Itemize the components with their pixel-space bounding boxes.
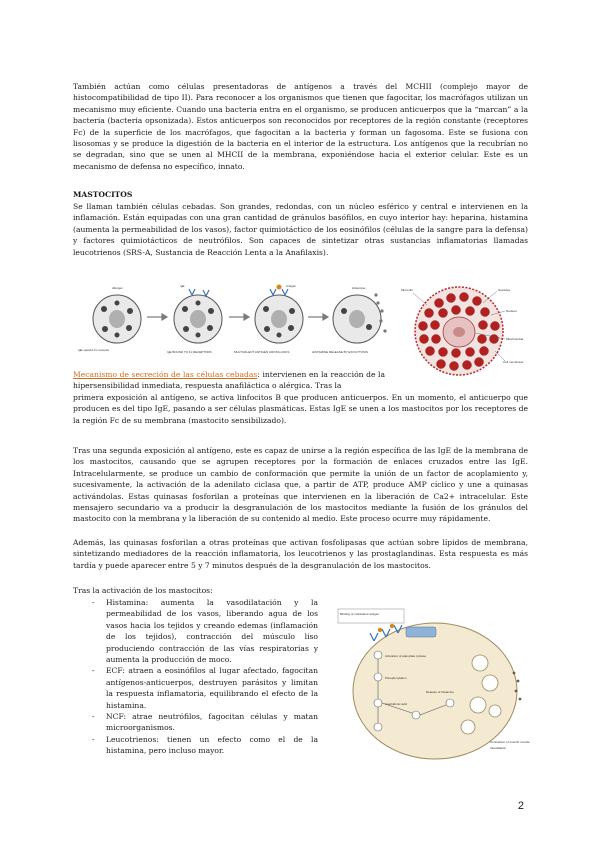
fig3-label-histamine-release: Release of histamine bbox=[426, 690, 455, 694]
fig2-label-mitochondria: Mitochondria bbox=[506, 337, 524, 341]
paragraph-second-exposure: Tras una segunda exposición al antígeno, este es capaz de unirse a la región específica de las IgE de la membrana de los mastocitos, causando que se agrupen receptores por la formación de enlaces cruzados entre las IgE. Intracelularmente, se produce un cambio de conformación que permite la unión de un factor de acoplamiento y, sucesivamente, la activación de la adenilato ciclasa que, a partir de ATP, produce AMP cíclico y une a quinasas activándolas. Estas quinasas fosforilan a proteínas que intervienen en la liberación de Ca2+ intracelular. Este mensajero secundario va a producir la desgranulación de los mastocitos mediante la fusión de los gránulos del mastocito con la membrana y la liberación de su contenido al medio. Este proceso ocurre muy rápidamente. bbox=[73, 446, 528, 524]
fig1-label-histamine: Histamine bbox=[352, 286, 366, 290]
cell-stage-1 bbox=[93, 295, 141, 343]
secretion-text-a: : intervienen en la reacción de la hipersensibilidad inmediata, respuesta anafiláctica o alérgica. Tras la bbox=[73, 370, 385, 391]
fig1-label-allergen: Allergen bbox=[112, 286, 124, 290]
figure-mast-cell-illustration bbox=[399, 281, 527, 381]
fig1-label-crosslink: MULTIVALENT ANTIGEN CROSS-LINKS bbox=[234, 350, 290, 354]
fig2-label-nucleus: Nucleus bbox=[506, 309, 517, 313]
fig2-label-microvilli: Microvilli bbox=[401, 288, 413, 292]
fig3-label-vasodilation: Vasodilation bbox=[490, 746, 507, 750]
list-item-histamina: - Histamina: aumenta la vasodilatación y la permeabilidad de los vasos, liberando agua de los vasos hacia los tejidos y creando edemas (inflamación de los tejidos), contracción del músculo liso produciendo contracción de las vías respiratorias y aumenta la producción de moco. bbox=[92, 597, 318, 665]
fig1-label-bound: IgE BOUND TO Fc RECEPTORS bbox=[167, 350, 212, 354]
fig3-label-arachidonic: Arachidonic acid bbox=[385, 702, 408, 706]
fig2-label-membrane: Cell membrane bbox=[503, 360, 524, 364]
page-number: 2 bbox=[517, 800, 524, 812]
paragraph-after-activation: Tras la activación de los mastocitos: bbox=[73, 586, 213, 595]
list-item-leucotrienos: - Leucotrienos: tienen un efecto como el de la histamina, pero incluso mayor. bbox=[92, 734, 318, 757]
fig1-label-release: HISTAMINE RELEASE BY EXOCYTOSIS bbox=[312, 350, 368, 354]
paragraph-secretion-continued: primera exposición al antígeno, se activa linfocitos B que producen anticuerpos. En un momento, el anticuerpo que producen es del tipo IgE, pasando a ser células plasmáticas. Estas IgE se unen a los mastocitos por los receptores de la región Fc de su membrana (mastocito sensibilizado). bbox=[73, 393, 528, 425]
fig2-label-granules: Granules bbox=[498, 288, 511, 292]
list-item-ncf: - NCF: atrae neutrófilos, fagocitan células y matan microorganismos. bbox=[92, 711, 318, 734]
link-secretion-mechanism[interactable]: Mecanismo de secreción de las células cebadas bbox=[73, 370, 258, 379]
paragraph-kinases: Además, las quinasas fosforilan a otras proteínas que activan fosfolipasas que actúan sobre lípidos de membrana, sintetizando mediadores de la reacción inflamatoria, los leucotrienos y las prostaglandinas. Esta respuesta es más tardía y puede aparecer entre 5 y 7 minutos después de la desgranulación de los mastocitos. bbox=[73, 538, 528, 570]
paragraph-macrophages: También actúan como células presentadoras de antígenos a través del MCHII (complejo mayor de histocompatibilidad de tipo II). Para reconocer a los organismos que tienen que fagocitar, los macrófagos utilizan un mecanismo muy eficiente. Cuando una bacteria entra en el organismo, se producen anticuerpos que la “marcan” a la bacteria (bacteria opsonizada). Estos anticuerpos son reconocidos por receptores de la región constante (receptores Fc) de la superficie de los macrófagos, que fagocitan a la bacteria y forman un fagosoma. Este se fusiona con lisosomas y se produce la digestión de la bacteria en el interior de la estructura. Los antígenos que la recubrían no se degradan, sino que se unen al MHCII de la membrana, exponiéndose hacia el exterior celular. Este es un mecanismo de defensa no específico, innato. bbox=[73, 82, 528, 171]
figure-mast-cell-activation-pathway bbox=[330, 603, 530, 763]
paragraph-mastocitos: Se llaman también células cebadas. Son grandes, redondas, con un núcleo esférico y central e intervienen en la inflamación. Están equipadas con una gran cantidad de gránulos basófilos, en cuyo interior hay: heparina, histamina (aumenta la permeabilidad de los vasos), factor quimiotáctico de los eosinófilos (células de la sangre para la defensa) y factores quimiotácticos de neutrófilos. Son capaces de sintetizar otras sustancias inflamatorias llamadas leucotrienos (SRS-A, Sustancia de Reacción Lenta a la Anafilaxis). bbox=[73, 202, 528, 257]
paragraph-secretion-mechanism bbox=[73, 369, 385, 392]
fig1-label-ige: IgE bbox=[180, 284, 185, 288]
fig3-label-phosphorylation: Phosphorylation bbox=[385, 676, 407, 680]
fig3-label-binding: Binding of multivalent antigen bbox=[340, 612, 380, 616]
list-item-ecf: - ECF: atraen a eosinófilos al lugar afectado, fagocitan antígenos-anticuerpos, destruyen parásitos y limitan la respuesta inflamatoria, equilibrando el efecto de la histamina. bbox=[92, 665, 318, 711]
fig1-label-antigen: Antigen bbox=[286, 284, 297, 288]
fig3-label-contraction: Contraction of smooth muscle bbox=[490, 740, 530, 744]
fig1-label-receptor: IgE specific Fc receptor bbox=[78, 348, 110, 352]
figure-mast-cell-secretion-diagram bbox=[72, 281, 390, 361]
heading-mastocitos: MASTOCITOS bbox=[73, 190, 133, 199]
fig3-label-adenylate: Activation of adenylate cyclase bbox=[385, 654, 427, 658]
list-mediators bbox=[92, 597, 318, 757]
